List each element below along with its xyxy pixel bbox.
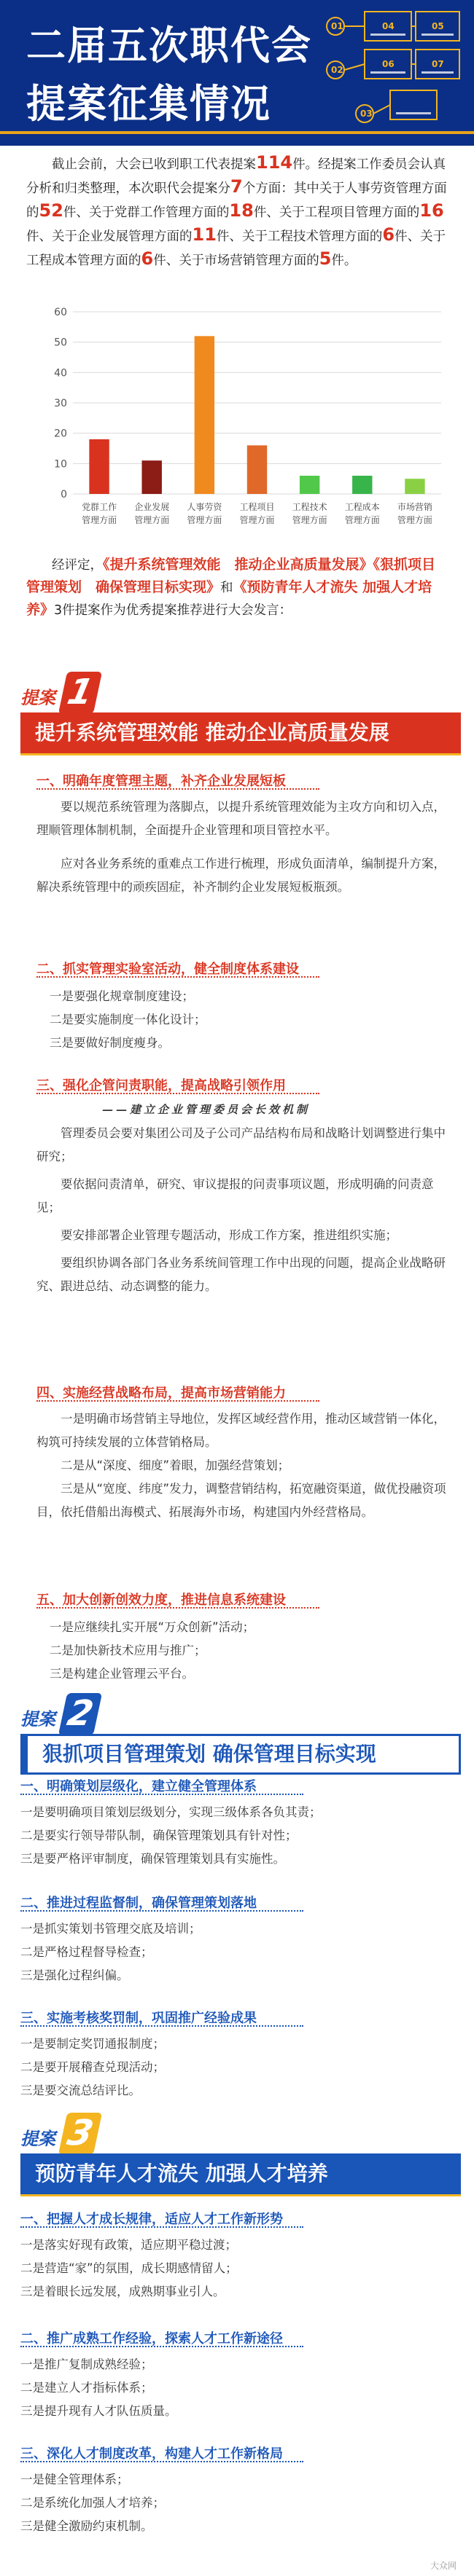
proposal-number: 2	[58, 1693, 102, 1735]
y-tick-label: 10	[54, 458, 67, 471]
bar	[195, 336, 214, 494]
aspect-count: 7	[230, 176, 243, 197]
y-tick-label: 20	[54, 428, 67, 440]
intro-paragraph: 截止会前，大会已收到职工代表提案114件。经提案工作委员会认真分析和归类整理，本次职代会提案分7个方面：其中关于人事劳资管理方面的52件、关于党群工作管理方面的18件、关于工程项目管理方面的16件、关于企业发展管理方面的11件、关于工程技术管理方面的6件、关于工程成本管理方面的6件、关于市场营销管理方面的5件。	[26, 152, 447, 269]
s2-heading-2: 二、推进过程监督制，确保管理策划落地	[20, 1896, 257, 1911]
y-tick-label: 40	[54, 367, 67, 380]
diagram-label-1: 01	[331, 21, 343, 31]
s1-body-1: 要以规范系统管理为落脚点，以提升系统管理效能为主攻方向和切入点，理顺管理体制机制，全面提升企业管理和项目管控水平。 应对各业务系统的重难点工作进行梳理，形成负面清单，编制提升方案，解决系统管理中的顽疾固症，补齐制约企业发展短板瓶颈。	[36, 800, 446, 894]
divider	[36, 788, 319, 790]
x-tick-label: 市场营销	[397, 502, 432, 512]
title-bar-accent	[20, 753, 461, 755]
bar	[352, 476, 372, 494]
proposal-title-bar: 狠抓项目管理策划 确保管理目标实现	[20, 1734, 461, 1775]
s1-heading-2: 二、抓实管理实验室活动，健全制度体系建设	[36, 962, 299, 977]
chart-svg	[44, 303, 452, 543]
divider	[36, 976, 319, 978]
divider	[20, 2025, 303, 2027]
proposal-1-header	[0, 672, 474, 763]
s1-heading-4: 四、实施经营战略布局，提高市场营销能力	[36, 1386, 286, 1401]
s3-heading-1: 一、把握人才成长规律，适应人才工作新形势	[20, 2212, 283, 2227]
s3-body-2: 一是推广复制成熟经验； 二是建立人才指标体系； 三是提升现有人才队伍质量。	[20, 2357, 177, 2418]
y-tick-label: 30	[54, 398, 67, 409]
divider	[20, 2346, 303, 2347]
divider	[36, 1093, 319, 1094]
y-tick-label: 60	[54, 307, 67, 318]
diagram-label-7: 07	[432, 59, 444, 69]
s1-heading-5: 五、加大创新创效力度，推进信息系统建设	[36, 1593, 286, 1608]
divider	[20, 2461, 303, 2462]
s3-body-3: 一是健全管理体系； 二是系统化加强人才培养； 三是健全激励约束机制。	[20, 2473, 165, 2533]
bar	[89, 439, 109, 494]
diagram-label-6: 06	[382, 59, 395, 69]
divider	[36, 1607, 319, 1609]
x-tick-label: 企业发展	[134, 502, 170, 512]
divider	[20, 2226, 303, 2228]
s1-body-3: 管理委员会要对集团公司及子公司产品结构布局和战略计划调整进行集中研究； 要依据问责清单，研究、审议提报的问责事项议题，形成明确的问责意见； 要安排部署企业管理专题活动，形成工作方案，推进组织实施； 要组织协调各部门各业务系统间管理工作中出现的问题，提高企业战略研究、跟进总结、动态调整的能力。	[36, 1126, 446, 1293]
proposal-2-header	[0, 1693, 474, 1785]
award-title-1: 《提升系统管理效能 推动企业高质量发展》	[103, 557, 373, 573]
s2-body-2: 一是抓实策划书管理交底及培训； 二是严格过程督导检查； 三是强化过程纠偏。	[20, 1922, 201, 1982]
x-tick-label: 人事劳资	[187, 502, 222, 512]
diagram-label-2: 02	[331, 65, 343, 75]
s1-heading-1: 一、明确年度管理主题，补齐企业发展短板	[36, 774, 286, 789]
x-tick-label: 管理方面	[134, 515, 170, 525]
x-tick-label: 管理方面	[187, 515, 222, 525]
bar	[405, 479, 424, 494]
x-tick-label: 管理方面	[239, 515, 275, 525]
page-title-line1: 二届五次职代会	[26, 23, 312, 68]
diagram-label-4: 04	[382, 21, 395, 31]
divider	[36, 1400, 319, 1402]
bar	[247, 445, 267, 494]
x-tick-label: 管理方面	[344, 515, 380, 525]
s3-heading-3: 三、深化人才制度改革，构建人才工作新格局	[20, 2446, 283, 2462]
s2-heading-1: 一、明确策划层级化，建立健全管理体系	[20, 1779, 257, 1794]
title-underline	[0, 131, 474, 134]
x-tick-label: 党群工作	[82, 502, 117, 512]
bar	[142, 460, 162, 494]
proposal-tag: 提案	[20, 2129, 55, 2149]
proposal-3-header	[0, 2113, 474, 2204]
flow-diagram-illustration	[321, 4, 470, 128]
award-title-3: 《预防青年人才流失 加强人才培养》	[26, 579, 432, 618]
y-tick-label: 0	[61, 489, 67, 500]
divider	[20, 1910, 303, 1912]
proposal-title-bar: 预防青年人才流失 加强人才培养	[20, 2153, 461, 2194]
award-title-2: 《狠抓项目管理策划 确保管理目标实现》	[26, 557, 436, 595]
s3-heading-2: 二、推广成熟工作经验，探索人才工作新途径	[20, 2331, 283, 2347]
watermark: 大众网	[430, 2561, 456, 2571]
s3-body-1: 一是落实好现有政策，适应期平稳过渡； 二是营造“家”的氛围，成长期感情留人； 三是着眼长远发展，成熟期事业引人。	[20, 2238, 238, 2298]
s2-body-3: 一是要制定奖罚通报制度； 二是要开展稽查兑现活动； 三是要交流总结评比。	[20, 2037, 165, 2097]
title-bar-accent	[20, 2194, 461, 2196]
total-count: 114	[256, 152, 293, 173]
s2-heading-3: 三、实施考核奖罚制，巩固推广经验成果	[20, 2011, 257, 2026]
x-tick-label: 管理方面	[292, 515, 327, 525]
proposal-tag: 提案	[20, 1709, 55, 1729]
header-banner	[0, 0, 474, 146]
proposal-tag: 提案	[20, 688, 55, 708]
s1-heading-3: 三、强化企管问责职能，提高战略引领作用	[36, 1078, 286, 1093]
proposal-bar-chart	[44, 303, 452, 543]
s1-body-2: 一是要强化规章制度建设； 二是要实施制度一体化设计； 三是要做好制度瘦身。	[50, 989, 206, 1050]
x-tick-label: 工程成本	[344, 502, 380, 512]
divider	[20, 1794, 303, 1795]
x-tick-label: 管理方面	[397, 515, 432, 525]
s1-body-4: 一是明确市场营销主导地位，发挥区域经营作用，推动区域营销一体化，构筑可持续发展的立体营销格局。 二是从“深度、细度”着眼，加强经营策划； 三是从“宽度、纬度”发力，调整营销结构，拓宽融资渠道，做优投融资项目，依托借船出海模式、拓展海外市场，构建国内外经营格局。	[36, 1412, 446, 1519]
x-tick-label: 管理方面	[82, 515, 117, 525]
proposal-title-bar: 提升系统管理效能 推动企业高质量发展	[20, 712, 461, 753]
proposal-number: 1	[58, 672, 102, 714]
diagram-label-3: 03	[360, 109, 373, 119]
s1-slogan: ——建立企业管理委员会长效机制	[102, 1103, 311, 1116]
page-title-line2: 提案征集情况	[26, 81, 271, 127]
bar	[300, 476, 319, 494]
s1-body-5: 一是应继续扎实开展“万众创新”活动； 二是加快新技术应用与推广； 三是构建企业管理云平台。	[50, 1620, 255, 1681]
x-tick-label: 工程项目	[239, 502, 275, 512]
diagram-label-5: 05	[432, 21, 444, 31]
x-tick-label: 工程技术	[292, 502, 327, 512]
review-paragraph: 经评定，《提升系统管理效能 推动企业高质量发展》《狠抓项目管理策划 确保管理目标实现》和《预防青年人才流失 加强人才培养》3件提案作为优秀提案推荐进行大会发言：	[26, 557, 436, 618]
proposal-number: 3	[58, 2113, 102, 2155]
s2-body-1: 一是要明确项目策划层级划分，实现三级体系各负其责； 二是要实行领导带队制，确保管理策划具有针对性； 三是要严格评审制度，确保管理策划具有实施性。	[20, 1805, 322, 1866]
y-tick-label: 50	[54, 337, 67, 349]
